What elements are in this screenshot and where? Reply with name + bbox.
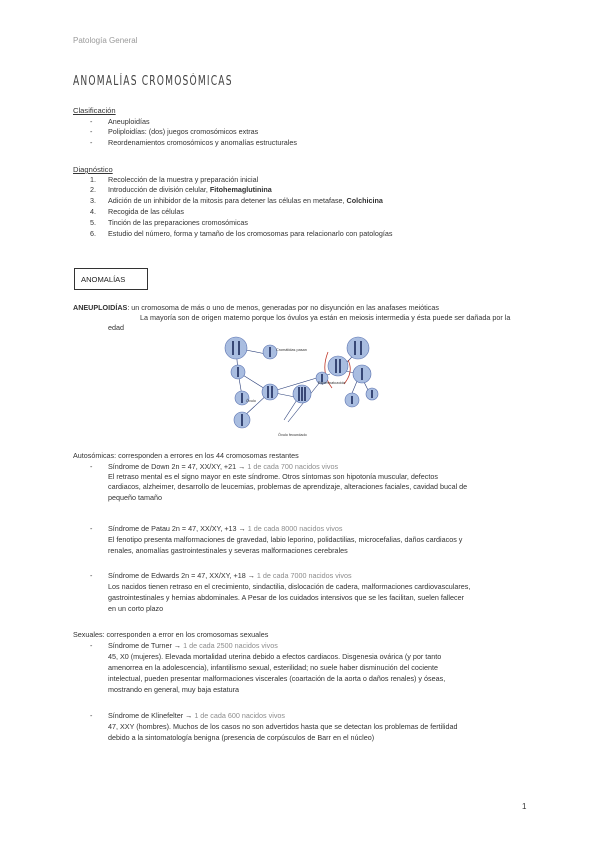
diagnostico-item: Introducción de división celular, Fitohemaglutinina [108, 185, 272, 194]
anomalias-box: ANOMALÍAS [74, 268, 148, 290]
syndrome-description: pequeño tamaño [108, 493, 162, 502]
diagnostico-item: Recolección de la muestra y preparación inicial [108, 175, 259, 184]
syndrome-frequency: 1 de cada 700 nacidos vivos [247, 462, 339, 471]
diagram-label: Cromátidas pasan [276, 348, 307, 352]
cell-circle [262, 384, 278, 400]
dash-bullet: - [90, 571, 93, 580]
diagram-label: Óvulo [246, 399, 256, 403]
aneuploidias-note: La mayoría son de origen materno porque los óvulos ya están en meiosis intermedia y ésta puede ser dañada por la [140, 313, 511, 322]
clasificacion-item: Aneuploidías [108, 117, 150, 126]
syndrome-title: Síndrome de Patau 2n = 47, XX/XY, +13 → 1 de cada 8000 nacidos vivos [108, 524, 343, 533]
syndrome-frequency: 1 de cada 600 nacidos vivos [194, 711, 286, 720]
syndrome-description: renales, anomalías gastrointestinales y severas malformaciones cerebrales [108, 546, 348, 555]
syndrome-description: amenorrea en la adolescencia), infantilismo sexual, esterilidad; no suele haber disminución del cociente [108, 663, 439, 672]
list-number: 5. [90, 218, 96, 227]
dash-bullet: - [90, 524, 93, 533]
syndrome-frequency: 1 de cada 8000 nacidos vivos [247, 524, 343, 533]
diagnostico-item: Estudio del número, forma y tamaño de los cromosomas para relacionarlo con patologías [108, 229, 393, 238]
diagnostico-item: Recogida de las células [108, 207, 184, 216]
syndrome-frequency: 1 de cada 7000 nacidos vivos [256, 571, 352, 580]
autosomicas-intro: Autosómicas: corresponden a errores en los 44 cromosomas restantes [73, 451, 299, 460]
list-number: 2. [90, 185, 96, 194]
syndrome-description: El fenotipo presenta malformaciones de gravedad, labio leporino, polidactilias, microcefalias, daños cardiacos y [108, 535, 463, 544]
dash-bullet: - [90, 641, 93, 650]
syndrome-title: Síndrome de Edwards 2n = 47, XX/XY, +18 → 1 de cada 7000 nacidos vivos [108, 571, 352, 580]
cell-circle [347, 337, 369, 359]
page-number: 1 [522, 802, 527, 811]
aneuploidias-note: edad [108, 323, 124, 332]
clasificacion-item: Reordenamientos cromosómicos y anomalías estructurales [108, 138, 297, 147]
list-number: 1. [90, 175, 96, 184]
page-header: Patología General [73, 36, 138, 45]
cell-circle [328, 356, 348, 376]
syndrome-description: 45, X0 (mujeres). Elevada mortalidad uterina debido a efectos cardiacos. Disgenesia ovárica (y por tanto [108, 652, 442, 661]
syndrome-title: Síndrome de Turner → 1 de cada 2500 nacidos vivos [108, 641, 278, 650]
syndrome-description: gastrointestinales y hernias abdominales. A Pesar de los cuidados intensivos que se les facilitan, suelen fallecer [108, 593, 464, 602]
dash-bullet: - [90, 117, 93, 126]
syndrome-description: El retraso mental es el signo mayor en este síndrome. Otros síntomas son hipotonía muscular, defectos [108, 472, 438, 481]
clasificacion-heading: Clasificación [73, 106, 116, 115]
sexuales-intro: Sexuales: corresponden a error en los cromosomas sexuales [73, 630, 269, 639]
page-title: ANOMALÍAS CROMOSÓMICAS [73, 74, 233, 89]
diagnostico-item: Tinción de las preparaciones cromosómicas [108, 218, 248, 227]
cell-circle [225, 337, 247, 359]
syndrome-description: mostrando en general, muy baja estatura [108, 685, 240, 694]
aneuploidias-label: ANEUPLOIDÍAS [73, 303, 128, 312]
dash-bullet: - [90, 462, 93, 471]
syndrome-title: Síndrome de Klinefelter → 1 de cada 600 nacidos vivos [108, 711, 286, 720]
syndrome-description: intelectual, pueden presentar malformaciones viscerales (coartación de la aorta o daños renales) y óseas, [108, 674, 446, 683]
diagram-label: Óvulo fecundado [278, 433, 307, 437]
syndrome-title: Síndrome de Down 2n = 47, XX/XY, +21 → 1 de cada 700 nacidos vivos [108, 462, 339, 471]
dash-bullet: - [90, 127, 93, 136]
dash-bullet: - [90, 711, 93, 720]
syndrome-description: debido a la sintomatología benigna (presencia de corpúsculos de Barr en el núcleo) [108, 733, 375, 742]
aneuploidias-definition: ANEUPLOIDÍAS: un cromosoma de más o uno de menos, generadas por no disyunción en las anafases meióticas [73, 303, 439, 312]
dash-bullet: - [90, 138, 93, 147]
diagram-label: Espermatozoide [318, 381, 346, 385]
list-number: 6. [90, 229, 96, 238]
syndrome-description: cardiacos, alzheimer, desarrollo de leucemias, problemas de aprendizaje, alteraciones faciales, cavidad bucal de [108, 482, 468, 491]
syndrome-frequency: 1 de cada 2500 nacidos vivos [183, 641, 278, 650]
syndrome-description: en un corto plazo [108, 604, 164, 613]
clasificacion-item: Poliploidías: (dos) juegos cromosómicos extras [108, 127, 259, 136]
list-number: 4. [90, 207, 96, 216]
syndrome-description: Los nacidos tienen retraso en el crecimiento, sindactilia, dislocación de cadera, malformaciones cardiovasculares, [108, 582, 471, 591]
diagnostico-item: Adición de un inhibidor de la mitosis para detener las células en metafase, Colchicina [108, 196, 383, 205]
list-number: 3. [90, 196, 96, 205]
nondisjunction-diagram [220, 332, 388, 442]
diagnostico-heading: Diagnóstico [73, 165, 113, 174]
syndrome-description: 47, XXY (hombres). Muchos de los casos no son advertidos hasta que se detectan los problemas de fertilidad [108, 722, 458, 731]
